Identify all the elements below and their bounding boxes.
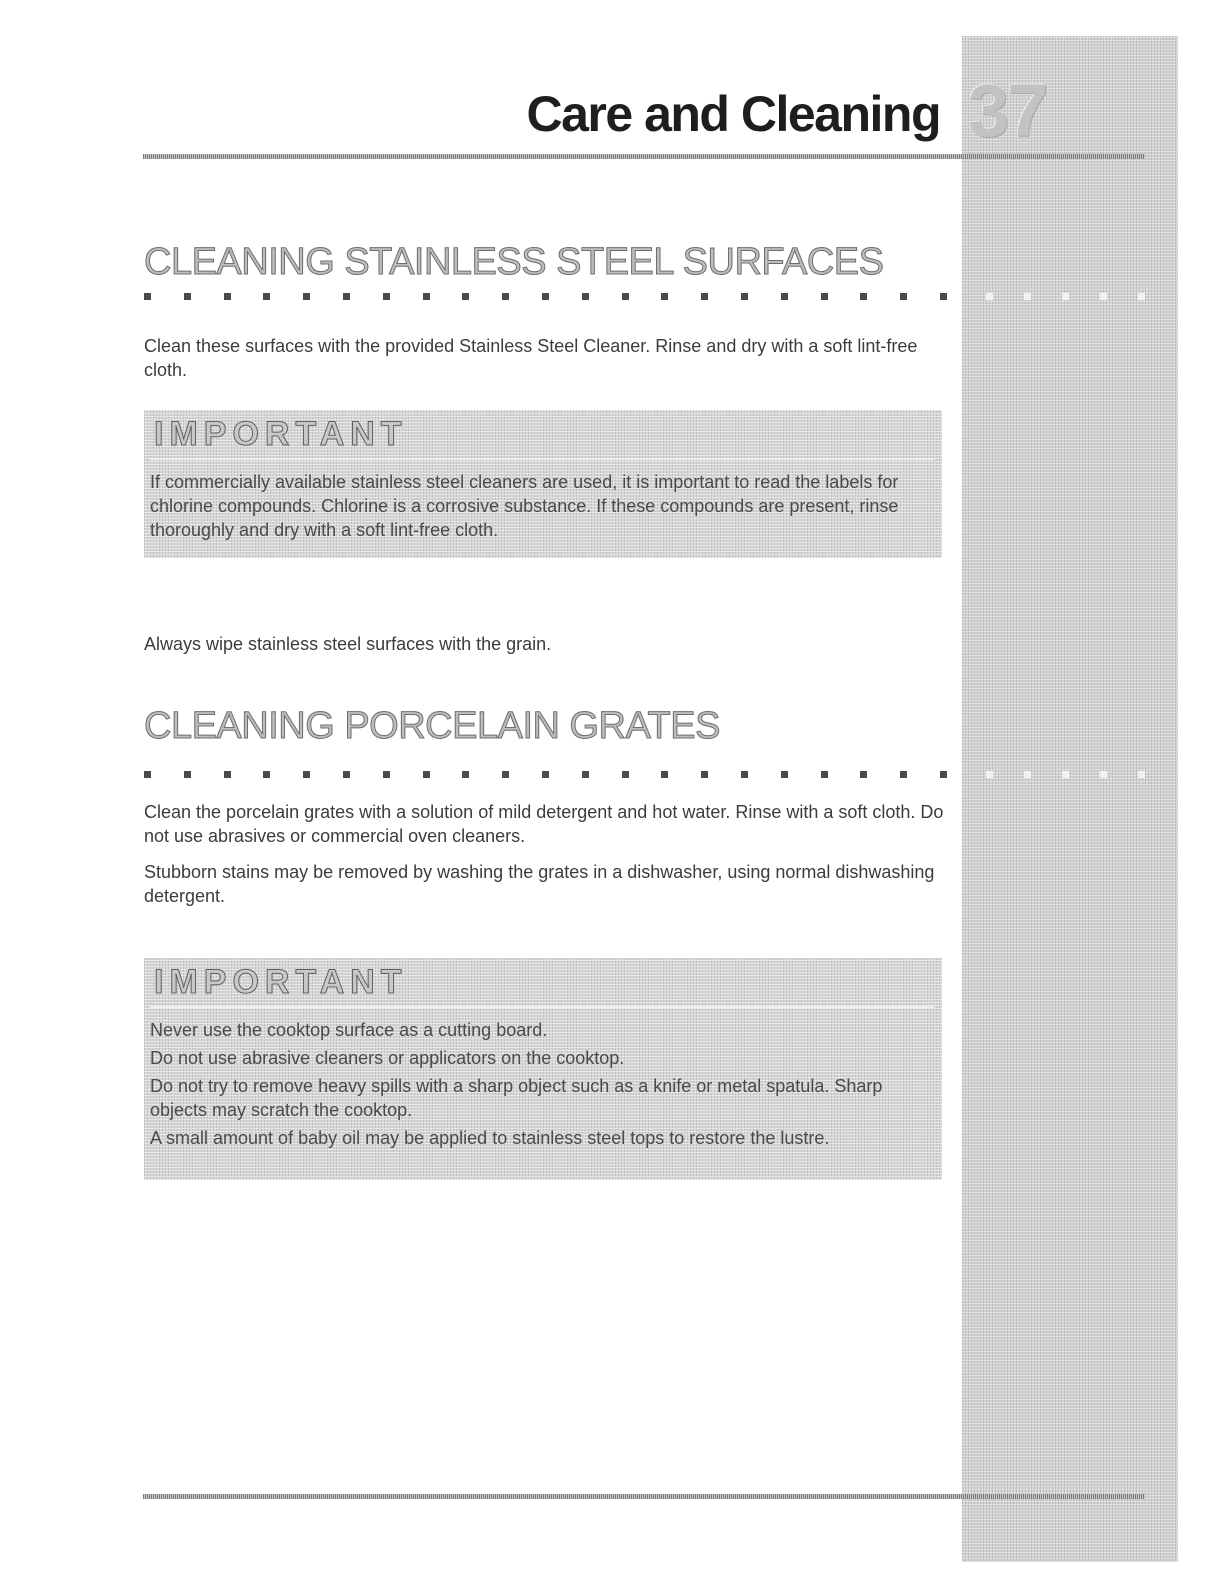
divider-dot [263,293,270,300]
divider-dot [661,293,668,300]
divider-dot [900,771,907,778]
header-rule [143,154,1145,159]
divider-dot [224,771,231,778]
divider-dot [184,293,191,300]
section-heading-porcelain: CLEANING PORCELAIN GRATES [144,705,720,747]
divider-dot [343,771,350,778]
section-body-porcelain [144,800,944,920]
divider-dot [622,293,629,300]
divider-dot [781,771,788,778]
divider-dot [986,771,993,778]
important-line: Do not try to remove heavy spills with a sharp object such as a knife or metal spatula. Sharp objects may scratch the cooktop. [150,1076,883,1120]
divider-dot [303,771,310,778]
divider-dot [622,771,629,778]
divider-dot [741,771,748,778]
section-divider-porcelain [144,771,1144,779]
paragraph: Stubborn stains may be removed by washing the grates in a dishwasher, using normal dishwashing detergent. [144,862,935,906]
divider-dot [1100,293,1107,300]
important-divider [150,458,934,460]
divider-dot [423,293,430,300]
important-text [150,1018,934,1150]
page-number: 37 [968,69,1047,152]
divider-dot [860,771,867,778]
divider-dot [1062,771,1069,778]
important-box-stainless [144,410,942,558]
divider-dot [184,771,191,778]
paragraph: Clean these surfaces with the provided Stainless Steel Cleaner. Rinse and dry with a soft lint-free cloth. [144,336,918,380]
divider-dot [383,293,390,300]
divider-dot [462,293,469,300]
important-line: Do not use abrasive cleaners or applicators on the cooktop. [150,1048,625,1068]
divider-dot [343,293,350,300]
divider-dot [502,771,509,778]
section-note-stainless [144,632,944,668]
divider-dot [986,293,993,300]
divider-dot [1062,293,1069,300]
divider-dot [542,771,549,778]
important-title: IMPORTANT [154,963,408,1001]
divider-dot [1024,771,1031,778]
divider-dot [940,293,947,300]
divider-dot [303,293,310,300]
divider-dot [1024,293,1031,300]
divider-dot [224,293,231,300]
important-text [150,470,934,542]
section-heading-stainless: CLEANING STAINLESS STEEL SURFACES [144,241,884,283]
divider-dot [462,771,469,778]
important-box-porcelain [144,958,942,1180]
divider-dot [502,293,509,300]
divider-dot [781,293,788,300]
divider-dot [383,771,390,778]
divider-dot [1138,771,1145,778]
divider-dot [900,293,907,300]
divider-dot [423,771,430,778]
paragraph: Clean the porcelain grates with a solution of mild detergent and hot water. Rinse with a soft cloth. Do not use abrasives or commercial oven cleaners. [144,802,944,846]
section-divider-stainless [144,293,1144,301]
page-title: Care and Cleaning [526,86,940,142]
divider-dot [144,293,151,300]
important-line: If commercially available stainless steel cleaners are used, it is important to read the labels for chlorine compounds. Chlorine is a corrosive substance. If these compounds are present, rinse thoroughly and dry with a soft lint-free cloth. [150,472,899,540]
divider-dot [821,771,828,778]
important-line: A small amount of baby oil may be applied to stainless steel tops to restore the lustre. [150,1128,830,1148]
paragraph: Always wipe stainless steel surfaces with the grain. [144,634,552,654]
divider-dot [940,771,947,778]
divider-dot [821,293,828,300]
important-line: Never use the cooktop surface as a cutting board. [150,1020,548,1040]
divider-dot [701,771,708,778]
divider-dot [1138,293,1145,300]
divider-dot [860,293,867,300]
divider-dot [144,771,151,778]
important-divider [150,1006,934,1008]
divider-dot [741,293,748,300]
divider-dot [1100,771,1107,778]
footer-rule [143,1494,1145,1499]
important-title: IMPORTANT [154,415,408,453]
divider-dot [582,771,589,778]
section-body-stainless [144,334,944,394]
side-band [962,36,1178,1562]
divider-dot [661,771,668,778]
divider-dot [263,771,270,778]
divider-dot [582,293,589,300]
divider-dot [542,293,549,300]
divider-dot [701,293,708,300]
